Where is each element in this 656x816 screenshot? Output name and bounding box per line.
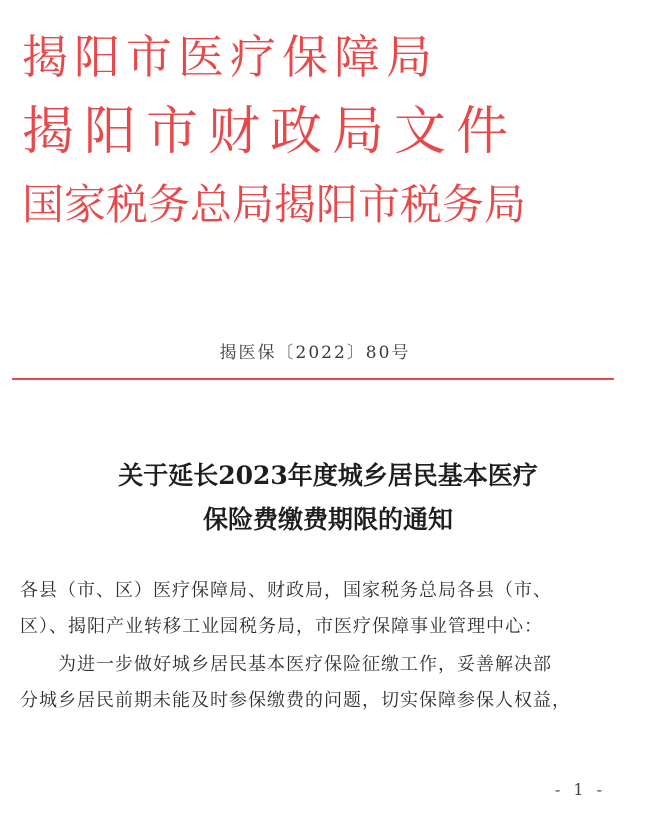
red-divider	[12, 378, 614, 380]
body-text-line: 分城乡居民前期未能及时参保缴费的问题，切实保障参保人权益，	[20, 690, 571, 711]
document-title-line1: 关于延长2023年度城乡居民基本医疗	[118, 461, 538, 490]
document-number: 揭医保〔2022〕80号	[219, 343, 411, 363]
issuer-header-finance: 揭阳市财政局文件	[22, 102, 519, 162]
issuer-header-medical-security: 揭阳市医疗保障局	[22, 30, 438, 84]
document-title-line2: 保险费缴费期限的通知	[202, 505, 453, 534]
body-text-line: 为进一步做好城乡居民基本医疗保险征缴工作，妥善解决部	[58, 654, 552, 675]
body-text-line: 各县（市、区）医疗保障局、财政局，国家税务总局各县（市、	[20, 580, 552, 601]
body-text-line: 区）、揭阳产业转移工业园税务局，市医疗保障事业管理中心：	[20, 616, 543, 637]
issuer-header-tax: 国家税务总局揭阳市税务局	[22, 180, 527, 229]
page-number: - 1 -	[554, 780, 606, 799]
